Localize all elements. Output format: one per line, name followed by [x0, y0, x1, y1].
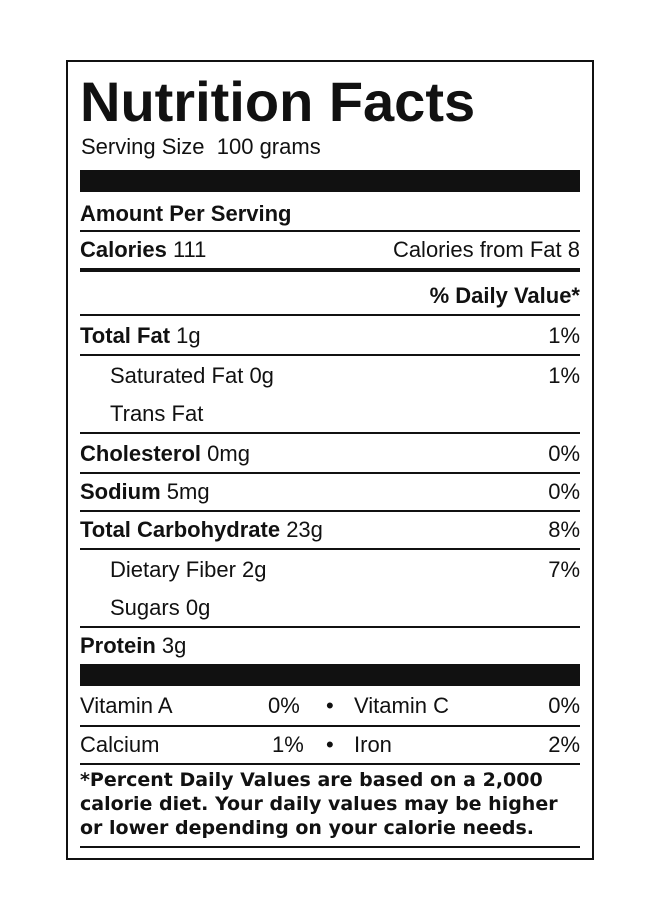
divider	[80, 548, 580, 550]
divider	[80, 432, 580, 434]
calories-value: 111	[172, 237, 207, 262]
nutrient-dv: 0%	[548, 441, 580, 466]
vitamin-name: Vitamin C	[354, 693, 449, 718]
nutrient-row-total-carbohydrate	[80, 512, 580, 548]
nutrient-row-total-fat	[80, 318, 580, 354]
nutrient-name: Total Fat	[80, 323, 171, 348]
nutrient-dv: 0%	[548, 479, 580, 504]
nutrition-facts-panel	[66, 60, 594, 860]
nutrient-amount: 0mg	[207, 441, 250, 466]
calories-row	[80, 232, 580, 268]
nutrient-dv: 1%	[548, 323, 580, 348]
nutrient-amount: 1g	[176, 323, 201, 348]
divider	[80, 314, 580, 316]
nutrient-row-dietary-fiber	[80, 552, 580, 588]
vitamin-name: Calcium	[80, 732, 160, 757]
thick-divider-bottom	[80, 664, 580, 686]
nutrient-dv: 8%	[548, 517, 580, 542]
divider	[80, 763, 580, 765]
thick-divider-top	[80, 170, 580, 192]
medium-divider	[80, 268, 580, 272]
bullet-separator: •	[326, 732, 334, 757]
nutrient-row-sodium	[80, 474, 580, 510]
nutrient-row-saturated-fat	[80, 358, 580, 394]
nutrient-row-trans-fat	[80, 396, 580, 432]
daily-value-header: % Daily Value*	[429, 283, 580, 308]
nutrient-name: Total Carbohydrate	[80, 517, 281, 542]
nutrient-amount: 0g	[249, 363, 274, 388]
amount-per-serving-label: Amount Per Serving	[80, 201, 292, 226]
vitamin-name: Iron	[354, 732, 392, 757]
nutrient-amount: 5mg	[166, 479, 210, 504]
nutrient-name: Sugars	[110, 595, 180, 620]
nutrient-dv: 1%	[548, 363, 580, 388]
vitamins-row	[80, 688, 580, 724]
nutrient-amount: 0g	[185, 595, 211, 620]
divider	[80, 354, 580, 356]
nutrient-name: Sodium	[80, 479, 161, 504]
amount-per-serving-row	[80, 196, 580, 232]
vitamin-name: Vitamin A	[80, 693, 173, 718]
nutrient-name: Protein	[80, 633, 156, 658]
vitamin-dv: 1%	[272, 732, 304, 757]
nutrient-amount: 2g	[242, 557, 267, 582]
calories-label: Calories	[80, 237, 167, 262]
nutrient-row-protein	[80, 628, 580, 664]
nutrient-row-cholesterol	[80, 436, 580, 472]
serving-size-value: 100 grams	[216, 134, 321, 159]
nutrient-dv: 7%	[548, 557, 580, 582]
nutrient-name: Dietary Fiber	[110, 557, 236, 582]
nutrient-name: Cholesterol	[80, 441, 202, 466]
serving-size	[81, 134, 321, 160]
nutrient-amount: 23g	[286, 517, 323, 542]
minerals-row	[80, 727, 580, 763]
bottom-divider	[80, 846, 580, 848]
vitamin-dv: 0%	[268, 693, 300, 718]
nutrient-name: Saturated Fat	[110, 363, 244, 388]
footnote: *Percent Daily Values are based on a 2,000 calorie diet. Your daily values may be higher or lower depending on your calorie needs.	[80, 769, 558, 839]
bullet-separator: •	[326, 693, 334, 718]
nutrient-row-sugars	[80, 590, 580, 626]
panel-content	[80, 62, 580, 858]
serving-size-label: Serving Size	[81, 134, 205, 159]
vitamin-dv: 0%	[548, 693, 580, 718]
panel-title: Nutrition Facts	[80, 70, 476, 133]
calories-from-fat: Calories from Fat 8	[392, 237, 580, 262]
nutrient-name: Trans Fat	[110, 401, 204, 426]
vitamin-dv: 2%	[548, 732, 580, 757]
daily-value-header-row	[80, 278, 580, 314]
nutrient-amount: 3g	[161, 633, 187, 658]
